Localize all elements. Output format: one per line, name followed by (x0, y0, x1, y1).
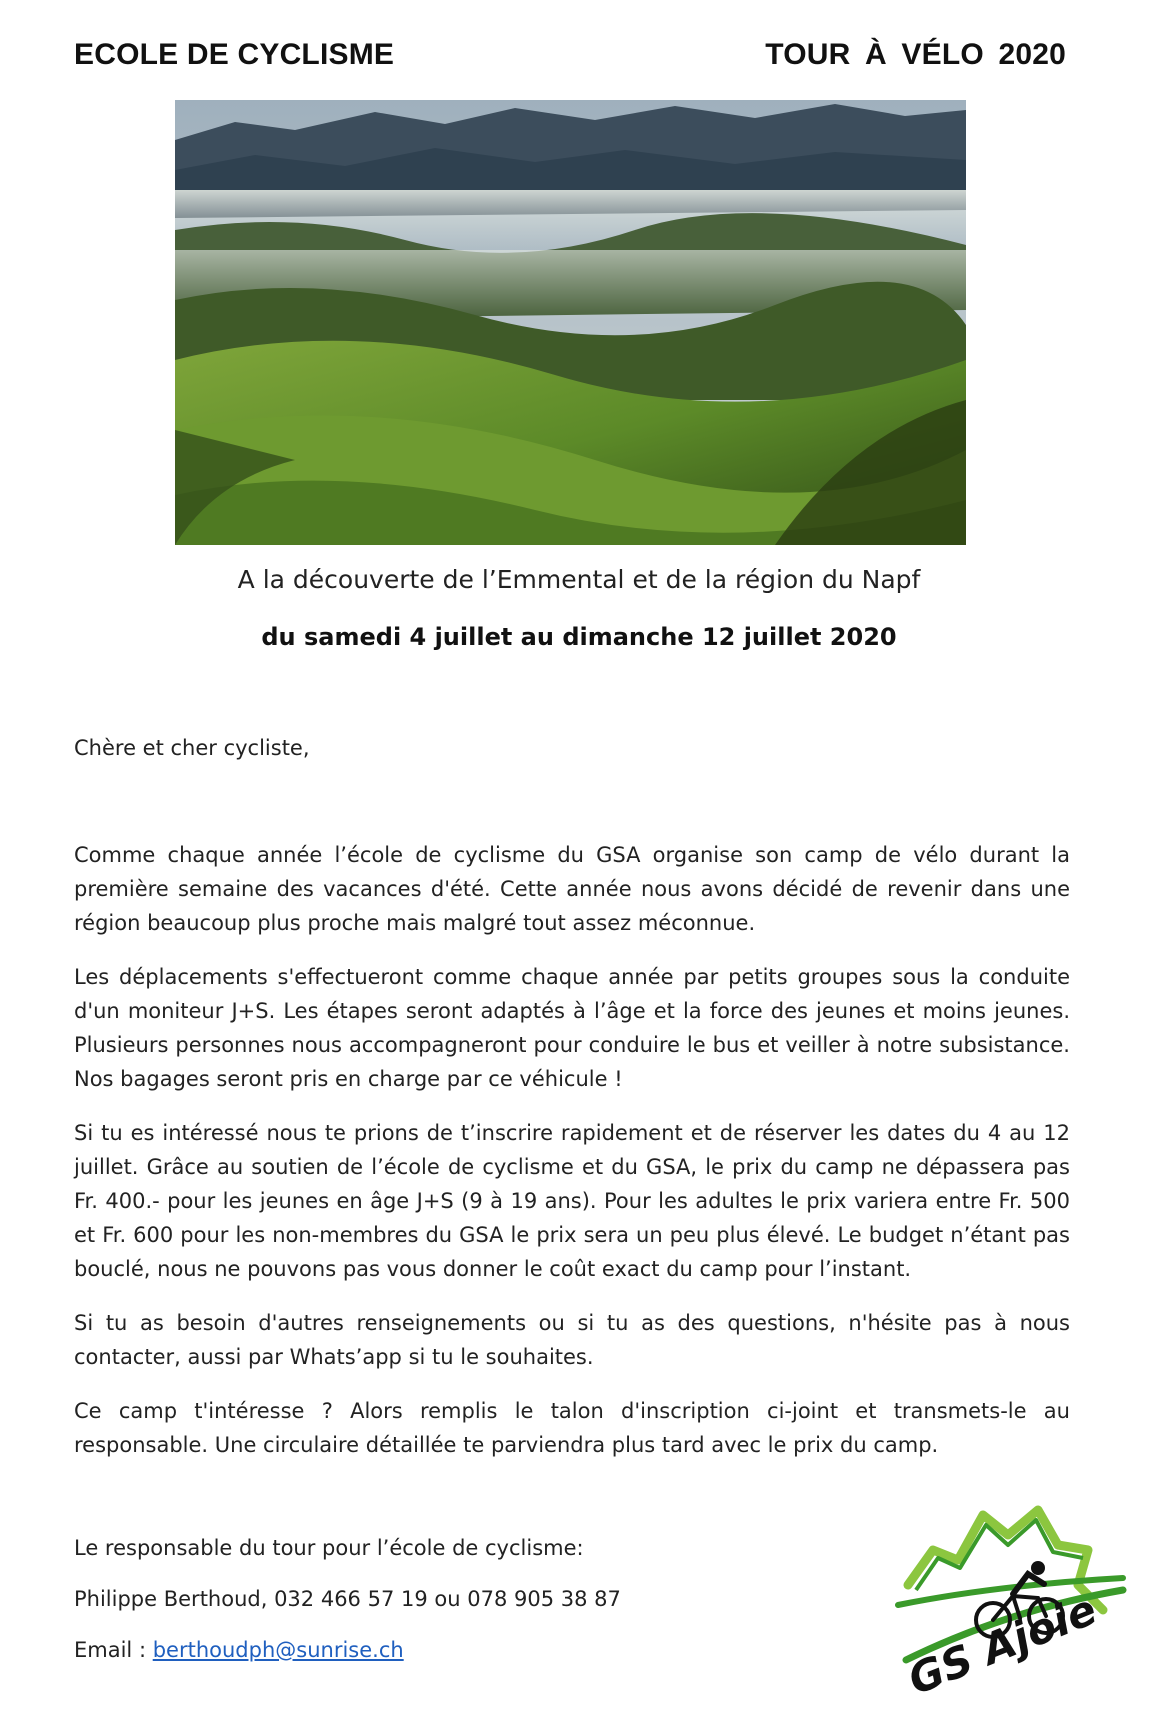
paragraph-logistics: Les déplacements s'effectueront comme chaque année par petits groupes sous la conduite d'un moniteur J+S. Les étapes seront adaptés à l’âge et la force des jeunes et moins jeunes. Plusieurs personnes nous accompagneront pour conduire le bus et veiller à notre subsistance. Nos bagages seront pris en charge par ce véhicule ! (74, 965, 1070, 1091)
paragraph-contact: Si tu as besoin d'autres renseignements ou si tu as des questions, n'hésite pas à nous contacter, aussi par Whats’app si tu le souhaites. (74, 1311, 1070, 1369)
signature-contact: Philippe Berthoud, 032 466 57 19 ou 078 905 38 87 (74, 1587, 621, 1611)
email-label: Email : (74, 1638, 153, 1662)
signature-email-line (74, 1633, 621, 1684)
paragraph-registration: Ce camp t'intéresse ? Alors remplis le talon d'inscription ci-joint et transmets-le au responsable. Une circulaire détaillée te parviendra plus tard avec le prix du camp. (74, 1399, 1070, 1457)
paragraph-intro: Comme chaque année l’école de cyclisme du GSA organise son camp de vélo durant la première semaine des vacances d'été. Cette année nous avons décidé de revenir dans une région beaucoup plus proche mais malgré tout assez méconnue. (74, 843, 1070, 935)
letter-body (74, 838, 1070, 1482)
header-title-right: TOUR À VÉLO 2020 (765, 38, 1066, 71)
gs-ajoie-logo (888, 1490, 1128, 1710)
greeting: Chère et cher cycliste, (74, 736, 310, 760)
emmental-landscape-photo (175, 100, 966, 545)
email-link[interactable]: berthoudph@sunrise.ch (152, 1638, 404, 1662)
signature-block (74, 1531, 621, 1684)
signature-role: Le responsable du tour pour l’école de cyclisme: (74, 1536, 584, 1560)
tour-subtitle: A la découverte de l’Emmental et de la région du Napf (237, 565, 921, 594)
paragraph-pricing: Si tu es intéressé nous te prions de t’inscrire rapidement et de réserver les dates du 4 au 12 juillet. Grâce au soutien de l’école de cyclisme et du GSA, le prix du camp ne dépassera pas Fr. 400.- pour les jeunes en âge J+S (9 à 19 ans). Pour les adultes le prix variera entre Fr. 500 et Fr. 600 pour les non-membres du GSA le prix sera un peu plus élevé. Le budget n’étant pas bouclé, nous ne pouvons pas vous donner le coût exact du camp pour l’instant. (74, 1121, 1070, 1281)
header-title-left: ECOLE DE CYCLISME (74, 38, 395, 71)
tour-dates: du samedi 4 juillet au dimanche 12 juillet 2020 (261, 623, 897, 651)
logo-text: GS Ajoie (901, 1584, 1104, 1705)
